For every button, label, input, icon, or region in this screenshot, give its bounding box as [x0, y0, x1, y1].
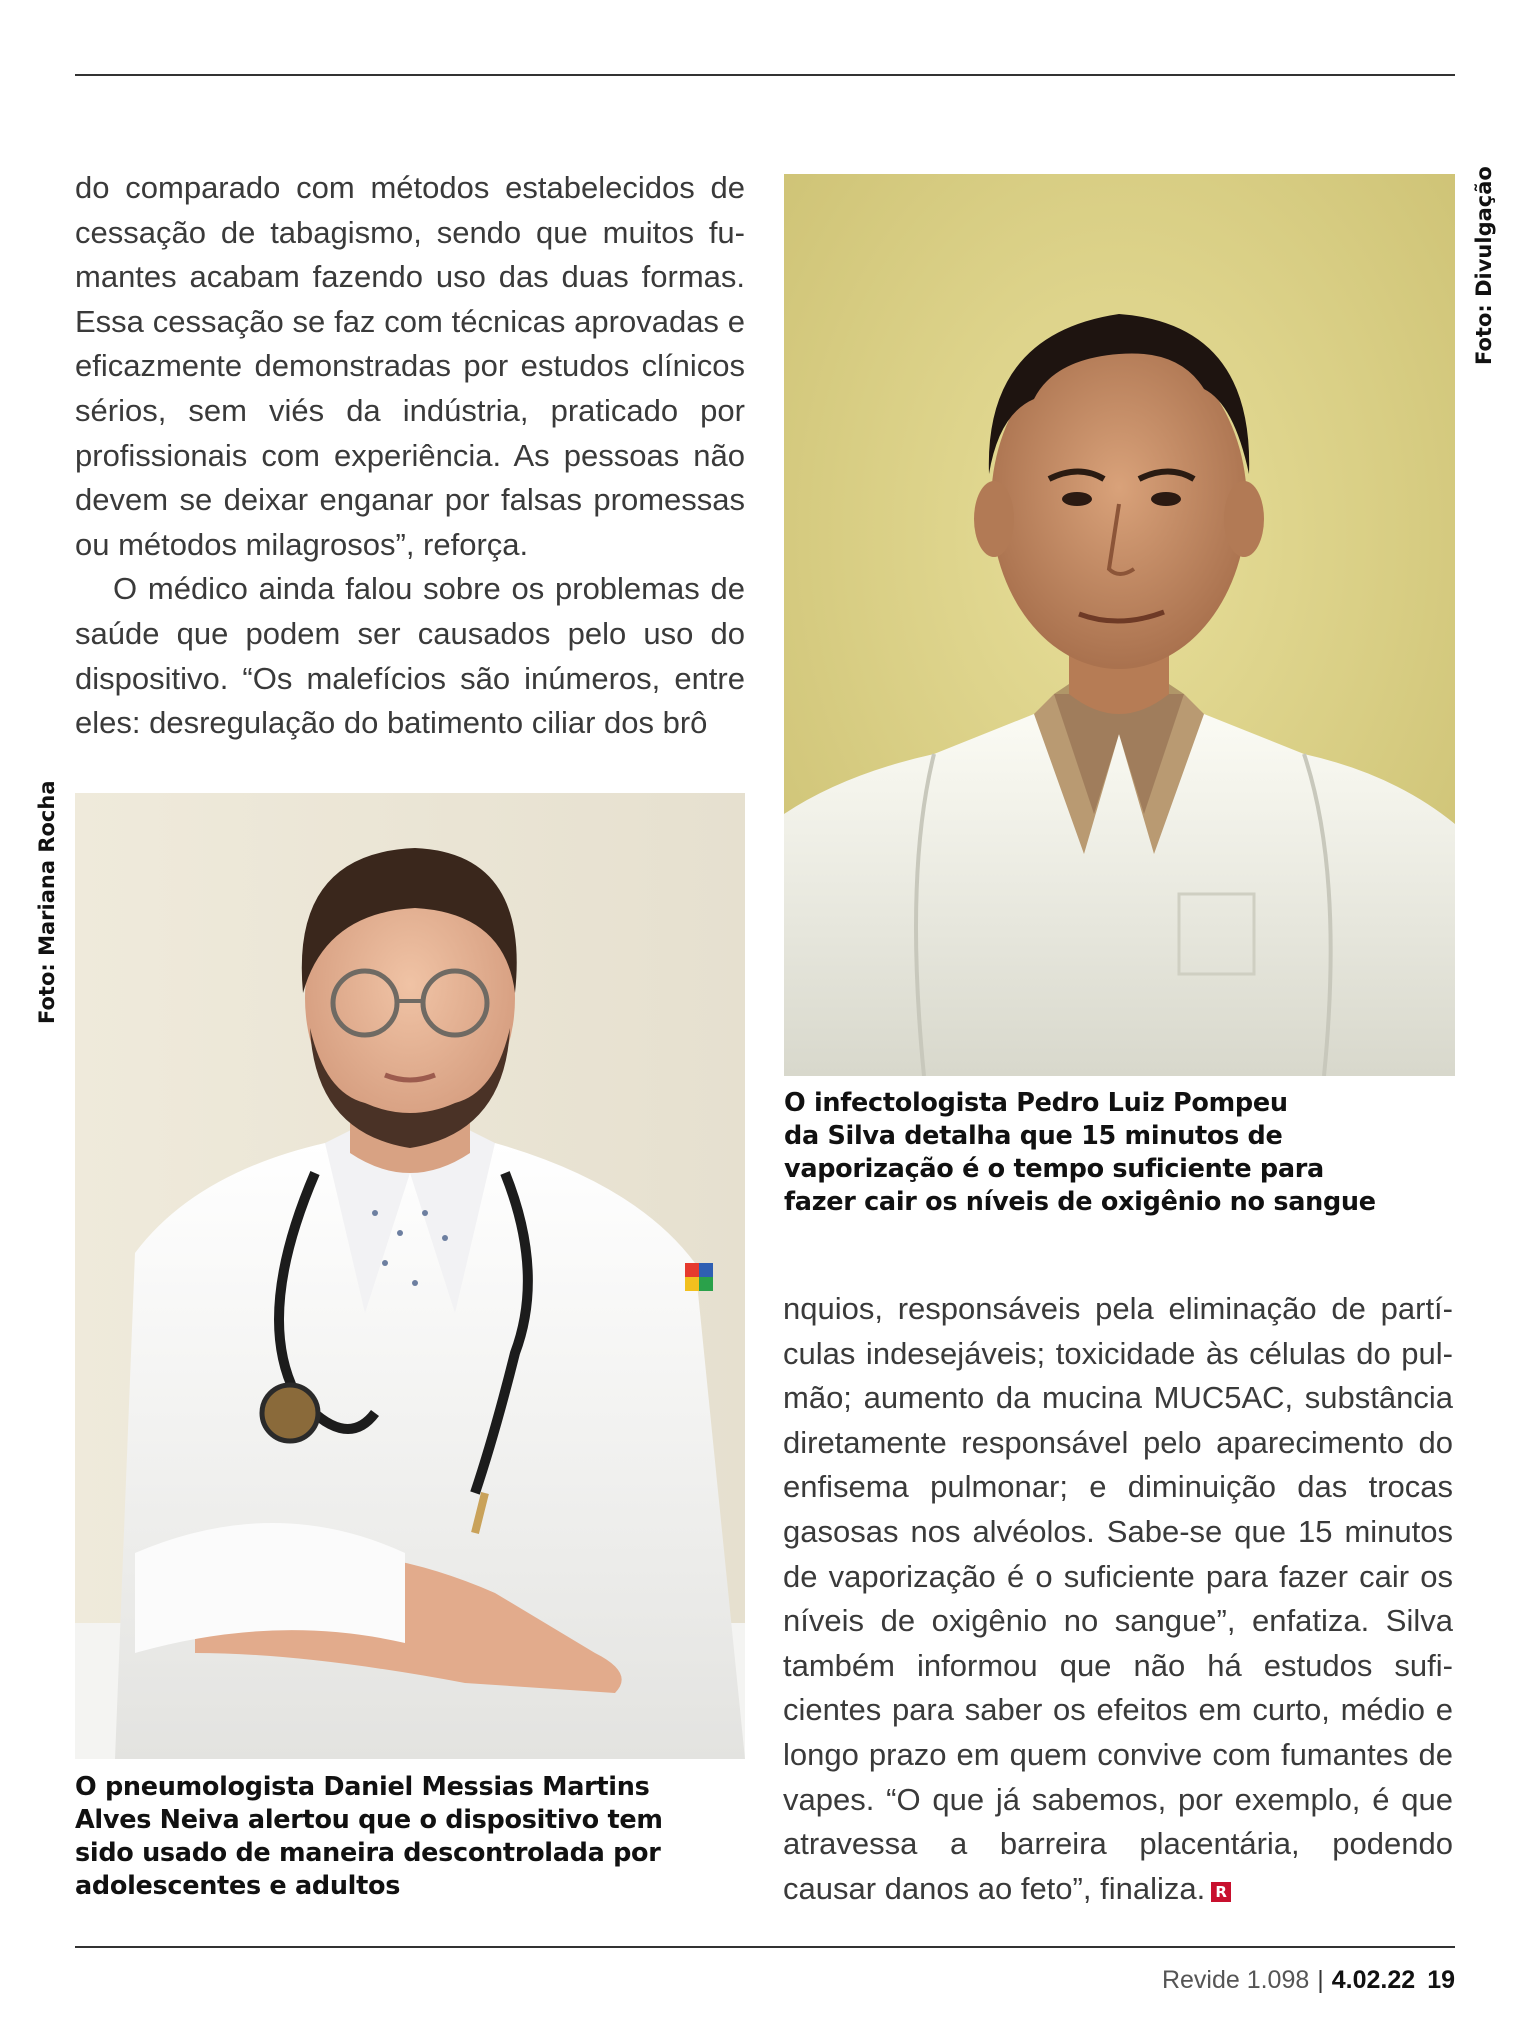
photo-credit-daniel: Foto: Mariana Rocha [35, 780, 59, 1024]
caption-line: sido usado de maneira descontrolada por [75, 1838, 661, 1868]
article-column-right-bottom [783, 1287, 1453, 1911]
article-paragraph: do comparado com métodos estabelecidos de cessação de tabagismo, sendo que muitos fumantes acabam fazendo uso das duas formas. Essa cessação se faz com técnicas aprovadas e eficazmente demonstradas por estudos clínicos sérios, sem viés da indústria, praticado por profissionais com experiência. As pessoas não devem se deixar enganar por falsas promessas ou métodos milagrosos”, reforça. [75, 170, 745, 562]
caption-line: Alves Neiva alertou que o dispositivo tem [75, 1805, 663, 1835]
portrait-daniel-image [75, 793, 745, 1759]
footer-separator: | [1317, 1966, 1324, 1994]
revide-end-mark-icon: R [1211, 1882, 1231, 1902]
caption-line: O infectologista Pedro Luiz Pompeu [784, 1088, 1288, 1118]
top-rule [75, 74, 1455, 76]
bottom-rule [75, 1946, 1455, 1948]
photo-caption-daniel [75, 1771, 755, 1903]
caption-line: O pneumologista Daniel Messias Martins [75, 1772, 650, 1802]
magazine-issue: Revide 1.098 [1161, 1966, 1310, 1994]
caption-line: vaporização é o tempo suficiente para [784, 1154, 1324, 1184]
portrait-pedro-image [784, 174, 1455, 1076]
photo-credit-pedro: Foto: Divulgação [1472, 166, 1496, 365]
caption-line: fazer cair os níveis de oxigênio no sangue [784, 1187, 1376, 1217]
photo-pedro-luiz-pompeu [784, 174, 1455, 1076]
caption-line: da Silva detalha que 15 minutos de [784, 1121, 1283, 1151]
article-text: nquios, responsáveis pela eliminação de partículas indesejáveis; toxicidade às células do pulmão; aumento da mucina MUC5AC, substância diretamente responsável pelo aparecimento do enfisema pulmonar; e diminuição das trocas gasosas nos alvéolos. Sabe-se que 15 minutos de vaporização é o suficiente para fazer cair os níveis de oxigênio no sangue”, enfatiza. Silva também informou que não há estudos suficientes para saber os efeitos em curto, médio e longo prazo em quem convive com fumantes de vapes. “O que já sabemos, por exemplo, é que atravessa a barreira placentária, podendo causar danos ao feto”, finaliza. [783, 1291, 1453, 1906]
page-number: 19 [1427, 1966, 1455, 1994]
issue-date: 4.02.22 [1331, 1966, 1416, 1994]
page-footer [1162, 1966, 1455, 1995]
photo-caption-pedro [784, 1087, 1464, 1219]
article-paragraph: O médico ainda falou sobre os problemas de saúde que podem ser causados pelo uso do dispositivo. “Os malefícios são inúmeros, entre eles: desregulação do batimento ciliar dos brô [75, 571, 745, 741]
article-column-left-top [75, 166, 745, 746]
caption-line: adolescentes e adultos [75, 1871, 401, 1901]
photo-daniel-messias-martins [75, 793, 745, 1759]
article-paragraph [783, 1287, 1453, 1911]
